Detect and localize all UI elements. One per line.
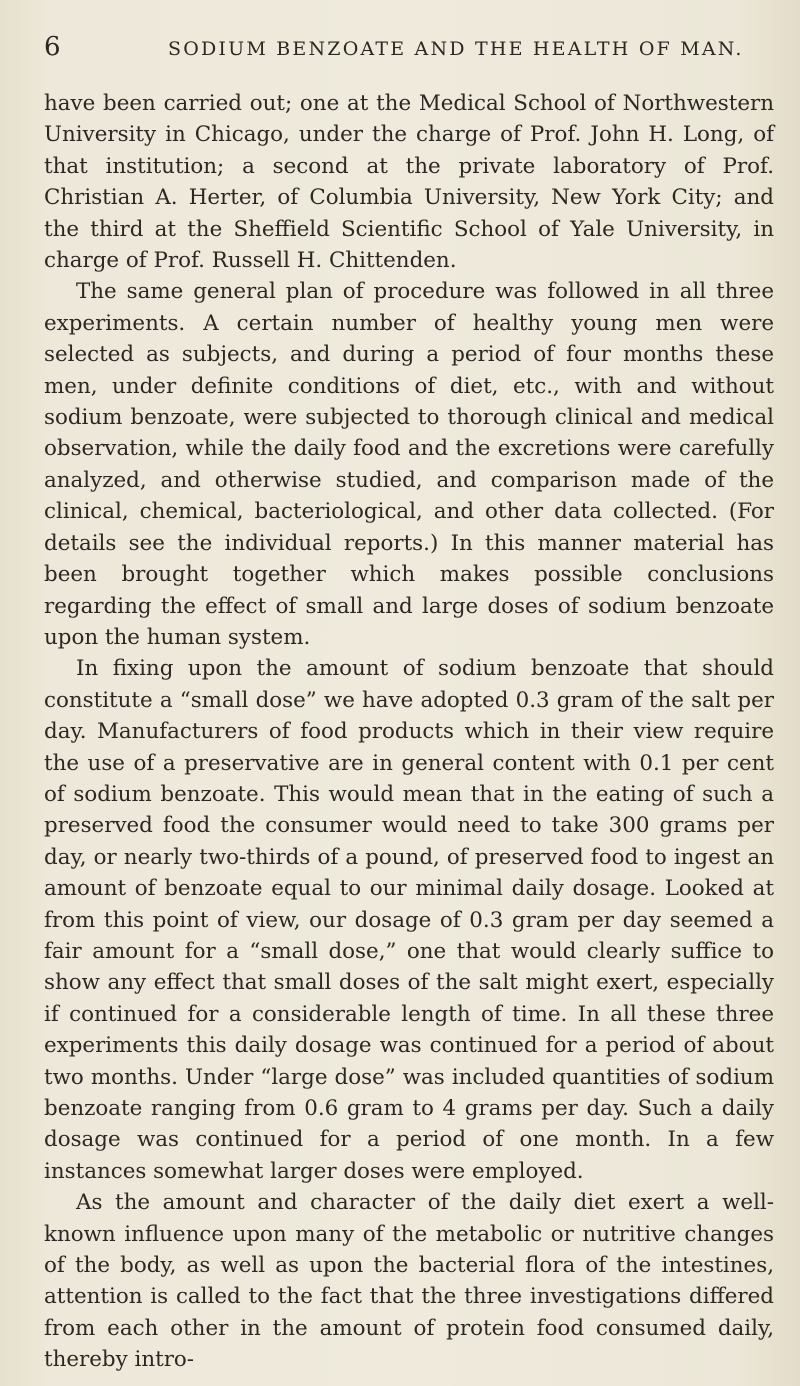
- paragraph-diet: As the amount and character of the daily diet exert a well-known influence upon many of the metabolic or nutritive changes of the body, as well as upon the bacterial flora of the intestines, attention is called to the fact that the three investigations differed from each other in the amount of protein food consumed daily, thereby intro-: [44, 1190, 774, 1373]
- paragraph-continuation: have been carried out; one at the Medical School of Northwestern University in Chicago, under the charge of Prof. John H. Long, of that institution; a second at the private laboratory of Prof. Christian A. Herter, of Columbia University, New York City; and the third at the Sheffield Scientific School of Yale University, in charge of Prof. Russell H. Chittenden.: [44, 91, 774, 274]
- paragraph-dosage: In fixing upon the amount of sodium benzoate that should constitute a “small dose” we have adopted 0.3 gram of the salt per day. Manufacturers of food products which in their view require the use of a preservative are in general content with 0.1 per cent of sodium benzoate. This would mean that in the eating of such a preserved food the consumer would need to take 300 grams per day, or nearly two-thirds of a pound, of preserved food to ingest an amount of benzoate equal to our minimal daily dosage. Looked at from this point of view, our dosage of 0.3 gram per day seemed a fair amount for a “small dose,” one that would clearly suffice to show any effect that small doses of the salt might exert, especially if continued for a considerable length of time. In all these three experiments this daily dosage was continued for a period of about two months. Under “large dose” was included quantities of sodium benzoate ranging from 0.6 gram to 4 grams per day. Such a daily dosage was continued for a period of one month. In a few instances somewhat larger doses were employed.: [44, 656, 774, 1184]
- paragraph-procedure: The same general plan of procedure was followed in all three experiments. A certain number of healthy young men were selected as subjects, and during a period of four months these men, under definite conditions of diet, etc., with and without sodium benzoate, were subjected to thorough clinical and medical observation, while the daily food and the excretions were carefully analyzed, and otherwise studied, and comparison made of the clinical, chemical, bacteriological, and other data collected. (For details see the individual reports.) In this manner material has been brought together which makes possible conclusions regarding the effect of small and large doses of sodium benzoate upon the human system.: [44, 279, 774, 650]
- page-header: [0, 32, 800, 66]
- page-number: 6: [44, 32, 61, 62]
- running-title: SODIUM BENZOATE AND THE HEALTH OF MAN.: [168, 38, 744, 60]
- body-text: [44, 88, 774, 1376]
